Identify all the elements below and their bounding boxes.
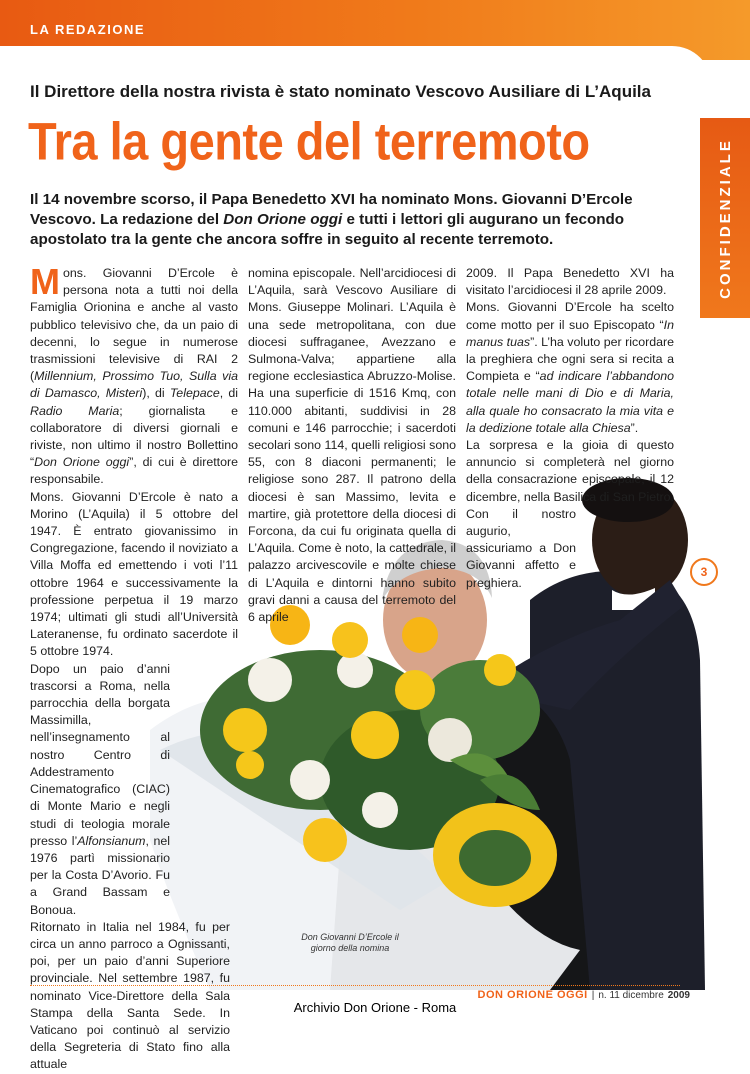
article-kicker: Il Direttore della nostra rivista è stato nominato Vescovo Ausiliare di L’Aquila	[30, 82, 651, 101]
lead-magazine-title: Don Orione oggi	[223, 211, 343, 228]
article-column-2	[248, 265, 456, 626]
col1-text: Dopo un paio d’anni trascorsi a Roma, nella parrocchia della borgata Massimilla, nell’insegnamento al nostro Centro di Addestramento Cinematografico (CIAC) di Monte Mario e negli studi di teologia morale presso l’	[30, 661, 170, 848]
col3-text: ”.	[630, 420, 639, 435]
col1-text: ”, di cui è direttore responsabile.	[30, 455, 239, 487]
col1-text: Ritornato in Italia nel 1984, fu per circa un anno parroco a Ognissanti, poi, per un paio d’anni Superiore provinciale. Nel settembre 1987, fu nominato Vice-Direttore della Sala Stampa della Santa Sede. In Vaticano poi continuò al servizio della Segreteria di Stato fino alla attuale	[30, 919, 230, 1072]
col2-paragraph-1: nomina episcopale. Nell’arcidiocesi di L’Aquila, sarà Vescovo Ausiliare di Mons. Giuseppe Molinari. L’Aquila è una sede metropolitana, con due diocesi suffraganee, Avezzano e Sulmona-Valva; appartiene alla regione ecclesiastica Abruzzo-Molise. Ha una superficie di 1516 Kmq, con 110.000 abitanti, suddivisi in 28 comuni e 146 parrocchie; i sacerdoti secolari sono 114, quelli religiosi sono 55, con 8 diaconi permanenti; le religiose sono 287. Il patrono della diocesi è san Massimo, levita e martire, già protettore della diocesi di Forcona, da cui fu originata quella di L’Aquila. Come è noto, la cattedrale, il palazzo arcivescovile e molte chiese di L’Aquila e dintorni hanno subito gravi danni a causa del terremoto del 6 aprile	[248, 266, 457, 625]
side-tab-label: CONFIDENZIALE	[716, 137, 734, 299]
col3-paragraph-4: Con il nostro augurio, assicuriamo a Don Giovanni affetto e preghiera.	[466, 506, 576, 590]
article-column-1	[30, 261, 239, 1074]
article-headline: Tra la gente del terremoto	[28, 111, 590, 171]
col1-text: ), di	[142, 386, 170, 401]
col1-telepace: Telepace	[169, 386, 220, 401]
col3-paragraph-2	[466, 299, 674, 437]
article-lead	[30, 190, 680, 250]
col3-paragraph-3: La sorpresa e la gioia di questo annuncio si completerà nel giorno della consacrazione episcopale, il 12 dicembre, nella Basilica di San Pietro.	[466, 438, 674, 504]
footer-separator: |	[591, 990, 595, 1001]
footer-magazine: DON ORIONE OGGI	[477, 989, 588, 1001]
col1-program-titles: Millennium, Prossimo Tuo, Sulla via di Damasco, Misteri	[30, 369, 238, 401]
col1-bulletin-title: Don Orione oggi	[34, 455, 130, 470]
col1-text: , nel 1976 partì missionario per la Costa D’Avorio. Fu a Grand Bassam e Bonoua.	[30, 833, 170, 917]
archive-credit: Archivio Don Orione - Roma	[293, 1000, 457, 1015]
col1-text: , di	[219, 386, 238, 401]
footer-divider	[30, 985, 680, 986]
lead-text-1: Il 14 novembre scorso, il Papa Benedetto XVI ha nominato Mons. Giovanni D’Ercole Vescovo. La redazione del	[30, 191, 633, 228]
col3-text: Mons. Giovanni D’Ercole ha scelto come motto per il suo Episcopato “	[466, 300, 674, 332]
col1-paragraph-4	[30, 919, 230, 1074]
col1-text: ons. Giovanni D’Ercole è persona nota a tutti noi della Famiglia Orionina e anche al vasto pubblico televisivo che, da un paio di decenni, lo segue in numerose trasmissioni televisive di RAI 2 (	[30, 266, 238, 384]
footer-issue: n. 11 dicembre	[598, 990, 664, 1001]
lead-text-2: e tutti i lettori gli augurano un fecondo apostolato tra la gente che ancora soffre in seguito al recente terremoto.	[30, 211, 625, 248]
col3-paragraph-1: 2009. Il Papa Benedetto XVI ha visitato l’arcidiocesi il 28 aprile 2009.	[466, 266, 674, 298]
photo-caption: Don Giovanni D’Ercole il giorno della nomina	[301, 932, 399, 953]
col1-alfonsianum: Alfonsianum	[77, 833, 146, 848]
page-number: 3	[690, 558, 718, 586]
dropcap: M	[30, 261, 60, 302]
col1-paragraph-3	[30, 661, 170, 919]
col3-motto: In manus tuas	[466, 317, 674, 349]
section-label: LA REDAZIONE	[30, 22, 146, 37]
col1-paragraph-1	[30, 261, 239, 489]
col1-radio-maria: Radio Maria	[30, 403, 120, 418]
footer-year: 2009	[667, 990, 690, 1001]
col1-paragraph-2: Mons. Giovanni D’Ercole è nato a Morino (L’Aquila) il 5 ottobre del 1947. È entrato giovanissimo in Congregazione, facendo il noviziato a Villa Moffa ed emettendo i voti l’11 ottobre 1964 e successivamente la professione perpetua il 19 marzo 1974; ultimati gli studi all’Università Lateranense, fu ordinato sacerdote il 5 ottobre 1974.	[30, 489, 238, 659]
col3-text: ”. L’ha voluto per ricordare la preghiera che ogni sera si recita a Compieta e “	[466, 334, 675, 384]
col1-text: ; giornalista e collaboratore di diversi giornali e riviste, non ultimo il nostro Bollettino “	[30, 403, 238, 470]
col3-quote: ad indicare l’abbandono totale nelle mani di Dio e di Maria, alla quale ho consacrato la mia vita e la dedizione totale alla Chiesa	[466, 369, 674, 435]
side-tab	[700, 118, 750, 318]
article-column-3	[466, 265, 674, 592]
